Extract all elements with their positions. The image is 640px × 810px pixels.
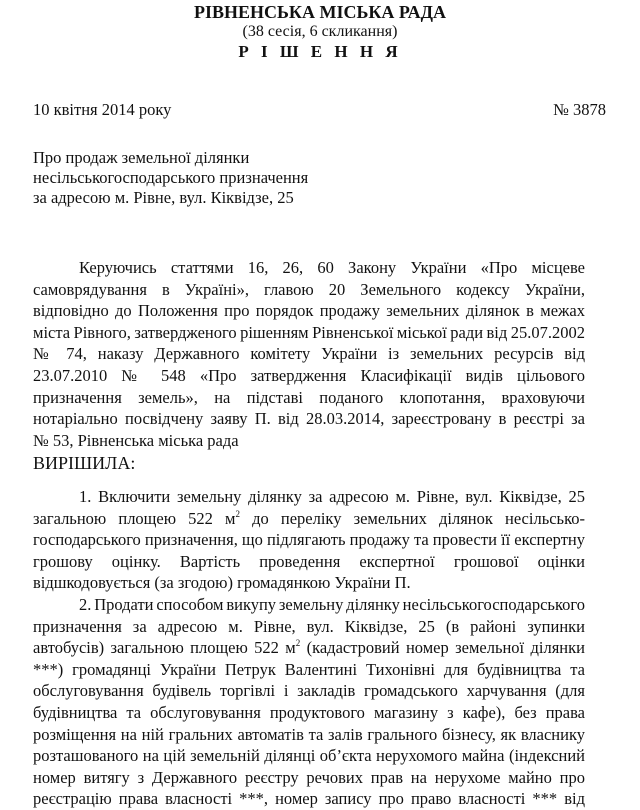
item-line: відшкодовується (за згодою) громадянкою України П. <box>33 573 411 593</box>
preamble-line: № 74, наказу Державного комітету України із земельних ресурсів від <box>33 344 585 364</box>
item-line: обслуговування будівель торгівлі і закладів громадського харчування (для <box>33 681 585 701</box>
item-line <box>33 508 585 530</box>
preamble-line: нотаріально посвідчену заяву П. від 28.03.2014, зареєстровану в реєстрі за <box>33 409 585 429</box>
item-line: господарського призначення, що підлягають продажу та провести її експертну <box>33 530 585 550</box>
preamble-line: Керуючись статтями 16, 26, 60 Закону України «Про місцеве <box>79 258 585 277</box>
preamble-line: 23.07.2010 № 548 «Про затвердження Класифікації видів цільового <box>33 365 585 385</box>
resolution-items <box>33 486 585 810</box>
preamble-line: відповідно до Положення про порядок продажу земельних ділянок в межах <box>33 301 585 321</box>
item-line: призначення за адресою м. Рівне, вул. Кіквідзе, 25 (в районі зупинки <box>33 616 585 636</box>
preamble-line: міста Рівного, затвердженого рішенням Рівненської міської ради від 25.07.2002 <box>33 322 585 342</box>
session-info: (38 сесія, 6 скликання) <box>242 23 398 40</box>
decision-subject <box>33 148 308 208</box>
council-title: РІВНЕНСЬКА МІСЬКА РАДА <box>194 2 446 22</box>
decision-number: № 3878 <box>553 100 606 119</box>
subject-line: за адресою м. Рівне, вул. Кіквідзе, 25 <box>33 188 294 207</box>
item-line: розташованого на цій земельній ділянці об’єкта нерухомого майна (індексний <box>33 746 585 766</box>
superscript: 2 <box>235 508 240 519</box>
item-line-text: автобусів) загальною площею 522 м <box>33 638 296 658</box>
item-line: номер витягу з Державного реєстру речових прав на нерухоме майно про <box>33 767 585 787</box>
decision-date: 10 квітня 2014 року <box>33 100 172 119</box>
resolved-heading: ВИРІШИЛА: <box>33 453 136 473</box>
subject-line: Про продаж земельної ділянки <box>33 148 250 167</box>
preamble <box>33 257 585 451</box>
item-line: грошову оцінку. Вартість проведення експертної грошової оцінки <box>33 551 585 571</box>
item-line: розміщення на ній гральних автоматів та залів грального бізнесу, як власнику <box>33 724 585 744</box>
superscript: 2 <box>295 638 301 649</box>
item-line: 2. Продати способом викупу земельну ділянку несільськогосподарського <box>79 594 585 614</box>
item-line: ***) громадянці України Петрук Валентині Тихонівні для будівництва та <box>33 659 585 679</box>
item-line <box>33 637 585 659</box>
item-line: реєстрацію права власності ***, номер запису про право власності *** від <box>33 789 585 809</box>
resolution-item-1 <box>33 486 585 594</box>
item-line-text: до переліку земельних ділянок несільсько- <box>239 508 585 528</box>
subject-line: несільськогосподарського призначення <box>33 168 309 187</box>
preamble-line: призначення земель», на підставі поданого клопотання, враховуючи <box>33 387 585 407</box>
document-type: Р І Ш Е Н Н Я <box>238 42 402 61</box>
preamble-line: № 53, Рівненська міська рада <box>33 430 239 450</box>
item-line: будівництва та обслуговування продуктового магазину з кафе), без права <box>33 702 585 722</box>
preamble-line: самоврядування в Україні», главою 20 Земельного кодексу України, <box>33 279 585 299</box>
item-line: 1. Включити земельну ділянку за адресою м. Рівне, вул. Кіквідзе, 25 <box>79 487 585 506</box>
item-line-text: (кадастровий номер земельної ділянки <box>300 638 585 658</box>
item-line-text: загальною площею 522 м <box>33 508 236 528</box>
